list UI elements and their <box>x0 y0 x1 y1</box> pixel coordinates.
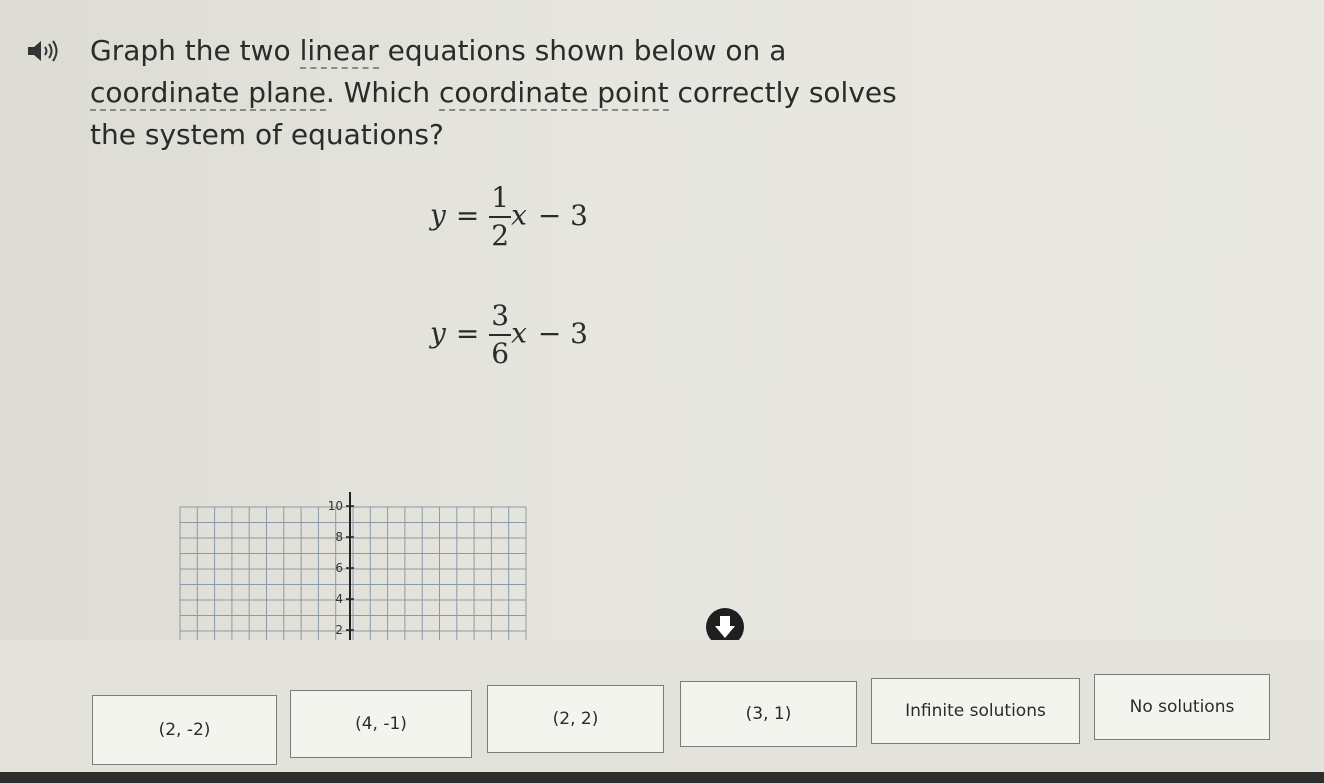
answer-choice-4-neg1[interactable]: (4, -1) <box>290 690 472 758</box>
equation-1: y = $\frac{1}{2}$ x − 3 <box>430 181 588 252</box>
coordinate-grid <box>178 492 528 662</box>
answer-choice-infinite-solutions[interactable]: Infinite solutions <box>871 678 1080 744</box>
answer-choice-no-solutions[interactable]: No solutions <box>1094 674 1270 740</box>
question-line-1: Graph the two linear equations shown below on a <box>90 34 787 67</box>
answer-choice-2-2[interactable]: (2, 2) <box>487 685 664 753</box>
answer-choice-3-1[interactable]: (3, 1) <box>680 681 857 747</box>
y-tick-label: 10 <box>327 499 343 513</box>
question-line-3: the system of equations? <box>90 118 444 151</box>
y-tick-label: 4 <box>335 592 343 606</box>
y-tick-label: 2 <box>335 623 343 637</box>
answer-choice-2-neg2[interactable]: (2, -2) <box>92 695 277 765</box>
y-tick-label: 8 <box>335 530 343 544</box>
screen-bezel <box>0 772 1324 783</box>
equation-2: y = $\frac{3}{6}$ x − 3 <box>430 299 588 370</box>
coordinate-plane[interactable] <box>178 492 528 662</box>
y-tick-label: 6 <box>335 561 343 575</box>
fraction: $\frac{3}{6}$ <box>491 299 510 370</box>
glossary-link-coordinate-plane[interactable]: coordinate plane <box>90 76 326 109</box>
fraction: $\frac{1}{2}$ <box>491 181 510 252</box>
speaker-icon[interactable] <box>24 38 68 64</box>
glossary-link-coordinate-point[interactable]: coordinate point <box>438 76 669 109</box>
glossary-link-linear[interactable]: linear <box>299 34 379 67</box>
question-line-2: coordinate plane. Which coordinate point correctly solves <box>90 76 897 109</box>
question-text <box>90 30 970 156</box>
